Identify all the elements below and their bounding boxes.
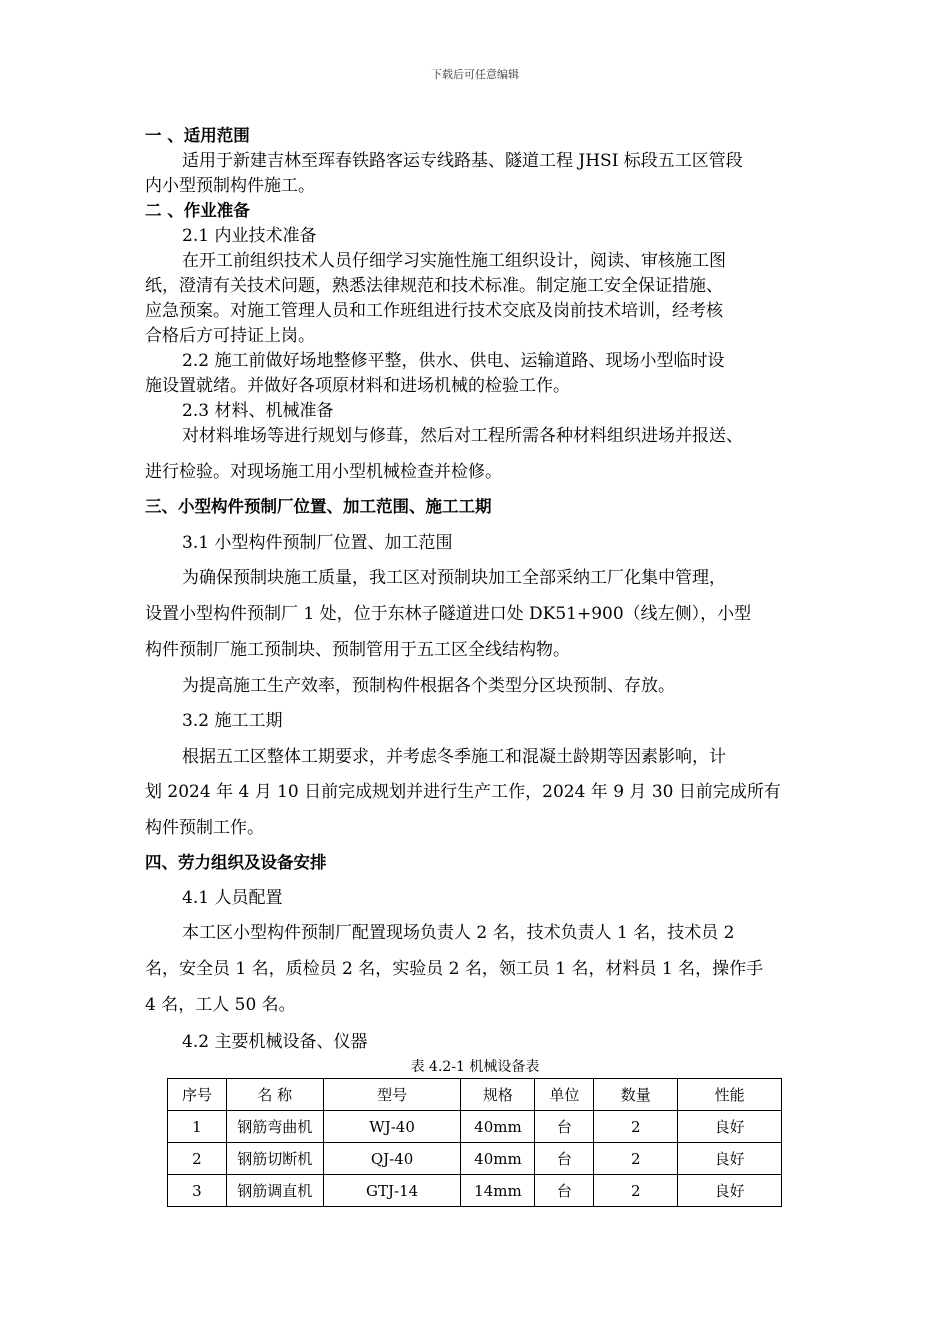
table-row	[168, 1175, 782, 1207]
paragraph-line: 适用于新建吉林至珲春铁路客运专线路基、隧道工程 JHSI 标段五工区管段	[182, 151, 743, 171]
table-cell: 40mm	[461, 1111, 535, 1143]
header-cell: 名 称	[226, 1079, 323, 1111]
paragraph-line: 应急预案。对施工管理人员和工作班组进行技术交底及岗前技术培训，经考核	[145, 301, 723, 321]
subsection-heading: 2.3 材料、机械准备	[182, 401, 334, 421]
section-heading-4: 四、劳力组织及设备安排	[145, 853, 327, 872]
table-cell: 台	[535, 1111, 594, 1143]
header-cell: 序号	[168, 1079, 227, 1111]
table-cell: GTJ-14	[323, 1175, 461, 1207]
table-cell: 良好	[678, 1143, 782, 1175]
section-heading-2: 二 、作业准备	[145, 201, 250, 220]
table-cell: 2	[168, 1143, 227, 1175]
section-heading-1: 一 、适用范围	[145, 126, 250, 145]
table-cell: 台	[535, 1143, 594, 1175]
paragraph-line: 纸，澄清有关技术问题，熟悉法律规范和技术标准。制定施工安全保证措施、	[145, 276, 723, 296]
table-cell: 良好	[678, 1175, 782, 1207]
paragraph-line: 本工区小型构件预制厂配置现场负责人 2 名，技术负责人 1 名，技术员 2	[182, 923, 735, 943]
paragraph-line: 在开工前组织技术人员仔细学习实施性施工组织设计，阅读、审核施工图	[182, 251, 726, 271]
table-cell: 2	[594, 1143, 678, 1175]
paragraph-line: 2.2 施工前做好场地整修平整，供水、供电、运输道路、现场小型临时设	[182, 351, 725, 371]
table-row	[168, 1143, 782, 1175]
section-heading-3: 三、小型构件预制厂位置、加工范围、施工工期	[145, 497, 492, 516]
header-cell: 规格	[461, 1079, 535, 1111]
table-cell: QJ-40	[323, 1143, 461, 1175]
paragraph-line: 设置小型构件预制厂 1 处，位于东林子隧道进口处 DK51+900（线左侧），小型	[145, 604, 752, 624]
header-cell: 性能	[678, 1079, 782, 1111]
table-cell: WJ-40	[323, 1111, 461, 1143]
paragraph-line: 构件预制厂施工预制块、预制管用于五工区全线结构物。	[145, 640, 570, 660]
table-row	[168, 1111, 782, 1143]
paragraph-line: 构件预制工作。	[145, 818, 264, 838]
subsection-heading: 3.2 施工工期	[182, 711, 283, 731]
header-cell: 单位	[535, 1079, 594, 1111]
paragraph-line: 为提高施工生产效率，预制构件根据各个类型分区块预制、存放。	[182, 676, 675, 696]
paragraph-line: 根据五工区整体工期要求，并考虑冬季施工和混凝土龄期等因素影响，计	[182, 747, 726, 767]
table-cell: 良好	[678, 1111, 782, 1143]
subsection-heading: 3.1 小型构件预制厂位置、加工范围	[182, 533, 453, 553]
table-cell: 40mm	[461, 1143, 535, 1175]
table-cell: 钢筋弯曲机	[226, 1111, 323, 1143]
paragraph-line: 合格后方可持证上岗。	[145, 326, 315, 346]
table-cell: 钢筋切断机	[226, 1143, 323, 1175]
table-cell: 2	[594, 1111, 678, 1143]
subsection-heading: 2.1 内业技术准备	[182, 226, 317, 246]
header-cell: 数量	[594, 1079, 678, 1111]
table-cell: 14mm	[461, 1175, 535, 1207]
paragraph-line: 为确保预制块施工质量，我工区对预制块加工全部采纳工厂化集中管理，	[182, 568, 726, 588]
table-cell: 3	[168, 1175, 227, 1207]
paragraph-line: 对材料堆场等进行规划与修葺，然后对工程所需各种材料组织进场并报送、	[182, 426, 743, 446]
equipment-table	[167, 1078, 782, 1207]
paragraph-line: 名，安全员 1 名，质检员 2 名，实验员 2 名，领工员 1 名，材料员 1 名，操作手	[145, 959, 764, 979]
paragraph-line: 4 名，工人 50 名。	[145, 995, 296, 1015]
table-cell: 台	[535, 1175, 594, 1207]
table-caption: 表 4.2-1 机械设备表	[410, 1059, 540, 1075]
header-cell: 型号	[323, 1079, 461, 1111]
subsection-heading: 4.1 人员配置	[182, 888, 283, 908]
table-cell: 2	[594, 1175, 678, 1207]
table-cell: 钢筋调直机	[226, 1175, 323, 1207]
paragraph-line: 划 2024 年 4 月 10 日前完成规划并进行生产工作，2024 年 9 月 30 日前完成所有	[145, 782, 781, 802]
table-header-row	[168, 1079, 782, 1111]
paragraph-line: 内小型预制构件施工。	[145, 176, 315, 196]
page-header: 下载后可任意编辑	[431, 68, 519, 81]
paragraph-line: 施设置就绪。并做好各项原材料和进场机械的检验工作。	[145, 376, 570, 396]
paragraph-line: 进行检验。对现场施工用小型机械检查并检修。	[145, 462, 502, 482]
subsection-heading: 4.2 主要机械设备、仪器	[182, 1032, 368, 1052]
table-cell: 1	[168, 1111, 227, 1143]
